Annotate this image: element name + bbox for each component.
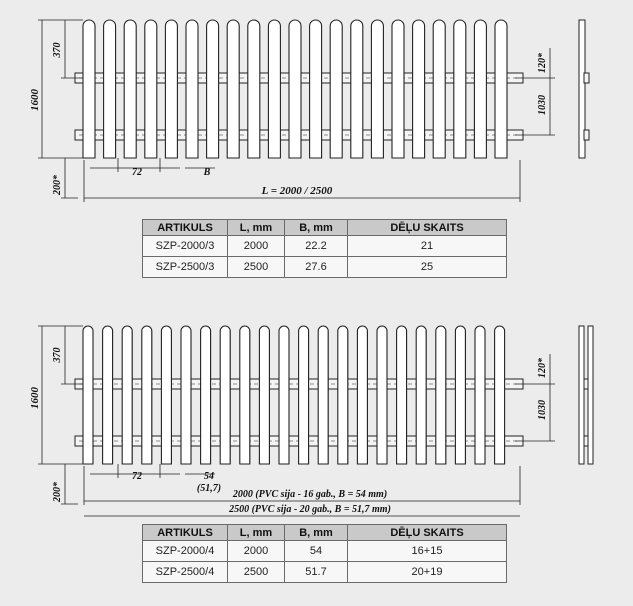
dim-spacing-label-2: 72 <box>132 471 142 482</box>
fence-board <box>495 20 507 158</box>
table-header-row <box>143 525 507 541</box>
dim-length-2000-label: 2000 (PVC sija - 16 gab., B = 54 mm) <box>232 489 388 500</box>
cell-board-width: 51.7 <box>285 562 348 583</box>
col-header-article: ARTIKULS <box>143 220 228 236</box>
fence-board <box>268 20 280 158</box>
col-header-length: L, mm <box>228 220 285 236</box>
fence-side-view-1 <box>579 20 589 158</box>
cell-length: 2000 <box>228 236 285 257</box>
table-row <box>143 562 507 583</box>
fence-board <box>227 20 239 158</box>
cell-board-count: 16+15 <box>348 541 507 562</box>
cell-board-width: 27.6 <box>285 257 348 278</box>
col-header-board-count: DĒĻU SKAITS <box>348 525 507 541</box>
fence-board <box>310 20 322 158</box>
fence-board <box>377 326 387 464</box>
fence-board <box>495 326 505 464</box>
fence-board <box>454 20 466 158</box>
dim-board-label: B <box>203 167 211 178</box>
fence-board <box>83 20 95 158</box>
fence-board <box>248 20 260 158</box>
dim-top-label: 370 <box>52 42 63 58</box>
fence-board <box>145 20 157 158</box>
fence-board <box>207 20 219 158</box>
dim-length-label: L = 2000 / 2500 <box>261 185 333 197</box>
side-board <box>588 326 593 464</box>
col-header-board-count: DĒĻU SKAITS <box>348 220 507 236</box>
fence-board <box>338 326 348 464</box>
fence-board <box>165 20 177 158</box>
cell-length: 2000 <box>228 541 285 562</box>
fence-board <box>104 20 116 158</box>
spec-table-2 <box>142 524 507 583</box>
dim-ground-label-2: 200* <box>52 482 63 502</box>
fence-front-view-1 <box>75 20 523 158</box>
fence-board <box>259 326 269 464</box>
fence-board <box>186 20 198 158</box>
cell-board-count: 25 <box>348 257 507 278</box>
spec-table-1 <box>142 219 507 278</box>
fence-board <box>220 326 230 464</box>
cell-board-count: 20+19 <box>348 562 507 583</box>
fence-board <box>397 326 407 464</box>
fence-board <box>474 20 486 158</box>
cell-article: SZP-2000/4 <box>143 541 228 562</box>
dim-length-2500-label: 2500 (PVC sija - 20 gab., B = 51,7 mm) <box>229 504 391 515</box>
fence-board <box>371 20 383 158</box>
table-header-row <box>143 220 507 236</box>
fence-board <box>351 20 363 158</box>
fence-board <box>124 20 136 158</box>
fence-board <box>122 326 132 464</box>
fence-board <box>475 326 485 464</box>
fence-side-view-2 <box>579 326 593 464</box>
col-header-board-width: B, mm <box>285 525 348 541</box>
fence-board <box>436 326 446 464</box>
dim-end-label: 120* <box>537 53 548 73</box>
dim-height-label: 1600 <box>29 89 41 111</box>
fence-board <box>392 20 404 158</box>
fence-board <box>103 326 113 464</box>
dim-board-alt-label-2: (51,7) <box>196 483 222 494</box>
dim-height-label-2: 1600 <box>29 387 41 409</box>
fence-board <box>289 20 301 158</box>
dim-top-label-2: 370 <box>52 347 63 363</box>
fence-board <box>142 326 152 464</box>
fence-board <box>318 326 328 464</box>
col-header-board-width: B, mm <box>285 220 348 236</box>
fence-front-view-2 <box>75 326 523 464</box>
cell-board-count: 21 <box>348 236 507 257</box>
dim-end-label-2: 120* <box>537 358 548 378</box>
fence-board <box>181 326 191 464</box>
side-rail <box>584 379 588 389</box>
dim-gap-label-2: 1030 <box>537 400 548 420</box>
side-board <box>579 326 584 464</box>
cell-length: 2500 <box>228 257 285 278</box>
side-rail <box>584 73 589 83</box>
cell-article: SZP-2500/4 <box>143 562 228 583</box>
fence-board <box>201 326 211 464</box>
cell-board-width: 22.2 <box>285 236 348 257</box>
fence-board <box>330 20 342 158</box>
cell-length: 2500 <box>228 562 285 583</box>
col-header-length: L, mm <box>228 525 285 541</box>
fence-board <box>433 20 445 158</box>
fence-board <box>83 326 93 464</box>
table-row <box>143 257 507 278</box>
fence-board <box>455 326 465 464</box>
fence-board <box>279 326 289 464</box>
table-row <box>143 541 507 562</box>
dim-board-label-2: 54 <box>204 471 214 482</box>
fence-board <box>413 20 425 158</box>
dim-gap-label: 1030 <box>537 95 548 115</box>
fence-board <box>161 326 171 464</box>
fence-board <box>240 326 250 464</box>
fence-board <box>357 326 367 464</box>
cell-board-width: 54 <box>285 541 348 562</box>
dim-ground-label: 200* <box>52 175 63 195</box>
table-row <box>143 236 507 257</box>
fence-board <box>299 326 309 464</box>
fence-board <box>416 326 426 464</box>
col-header-article: ARTIKULS <box>143 525 228 541</box>
side-rail <box>584 436 588 446</box>
side-rail <box>584 130 589 140</box>
dim-spacing-label: 72 <box>132 167 142 178</box>
cell-article: SZP-2000/3 <box>143 236 228 257</box>
cell-article: SZP-2500/3 <box>143 257 228 278</box>
